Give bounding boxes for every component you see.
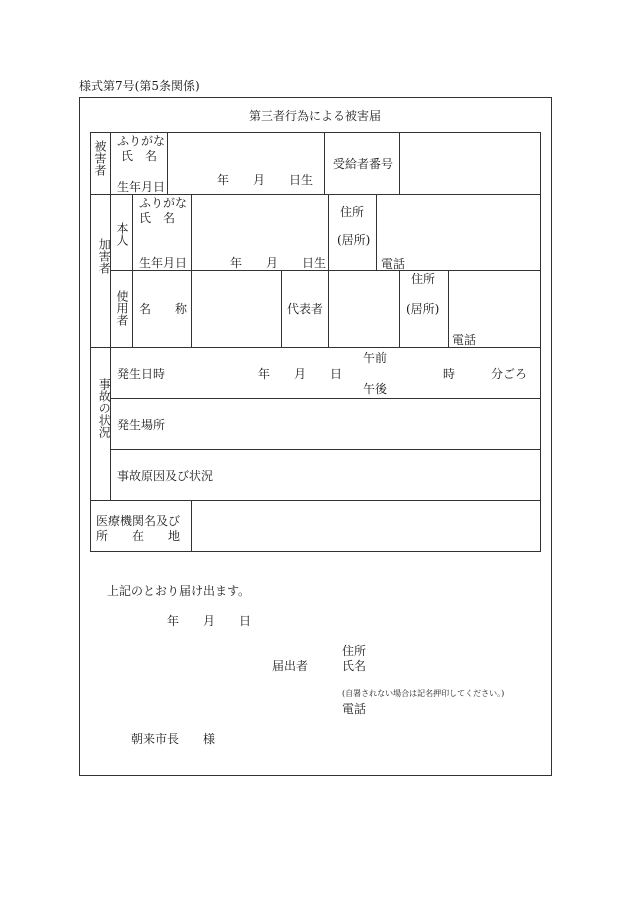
addressee: 朝来市長 様	[131, 732, 216, 746]
victim-dob-label: 生年月日	[117, 180, 166, 194]
victim-recipient-number-label: 受給者番号	[333, 157, 394, 171]
accident-hour-label: 時	[443, 367, 456, 381]
accident-section-label: 事故の状況	[97, 378, 112, 438]
accident-am-label: 午前	[363, 351, 388, 365]
employer-name-label: 名 称	[139, 302, 188, 316]
accident-place-label: 発生場所	[117, 418, 166, 432]
self-dob-format: 年 月 日生	[230, 256, 327, 270]
employer-phone-label: 電話	[452, 333, 477, 347]
victim-section-label: 被害者	[93, 140, 107, 176]
accident-datetime-label: 発生日時	[117, 367, 166, 381]
submitter-phone-label: 電話	[342, 702, 367, 716]
seal-note: (自署されない場合は記名押印してください。)	[342, 689, 505, 698]
self-name-label: 氏 名	[139, 211, 176, 225]
victim-dob-format: 年 月 日生	[217, 173, 314, 187]
form-title: 第三者行為による被害届	[248, 109, 381, 123]
employer-representative-label: 代表者	[287, 302, 324, 316]
accident-minute-label: 分ごろ	[491, 367, 528, 381]
form-number: 様式第7号(第5条関係)	[79, 79, 200, 93]
self-furigana-label: ふりがな	[139, 196, 188, 210]
perpetrator-employer-label: 使用者	[115, 290, 129, 326]
self-dob-label: 生年月日	[139, 256, 188, 270]
self-address-label: 住所	[340, 205, 365, 219]
victim-furigana-label: ふりがな	[117, 134, 166, 148]
medical-address-label: 所 在 地	[96, 529, 181, 543]
submitter-name-label: 氏名	[342, 659, 367, 673]
submitter-label: 届出者	[272, 659, 309, 673]
victim-name-label: 氏 名	[121, 149, 158, 163]
submitter-address-label: 住所	[342, 644, 367, 658]
perpetrator-section-label: 加害者	[97, 238, 112, 274]
perpetrator-self-label: 本人	[115, 222, 129, 246]
employer-address-label: 住所	[411, 272, 436, 286]
self-residence-label: (居所)	[337, 233, 371, 247]
declaration-text: 上記のとおり届け出ます。	[107, 584, 251, 598]
employer-residence-label: (居所)	[406, 302, 440, 316]
self-phone-label: 電話	[381, 257, 406, 271]
accident-cause-label: 事故原因及び状況	[117, 469, 214, 483]
accident-date-format: 年 月 日	[258, 367, 343, 381]
accident-pm-label: 午後	[363, 382, 388, 396]
declaration-date: 年 月 日	[167, 614, 252, 628]
medical-institution-label: 医療機関名及び	[96, 514, 181, 528]
